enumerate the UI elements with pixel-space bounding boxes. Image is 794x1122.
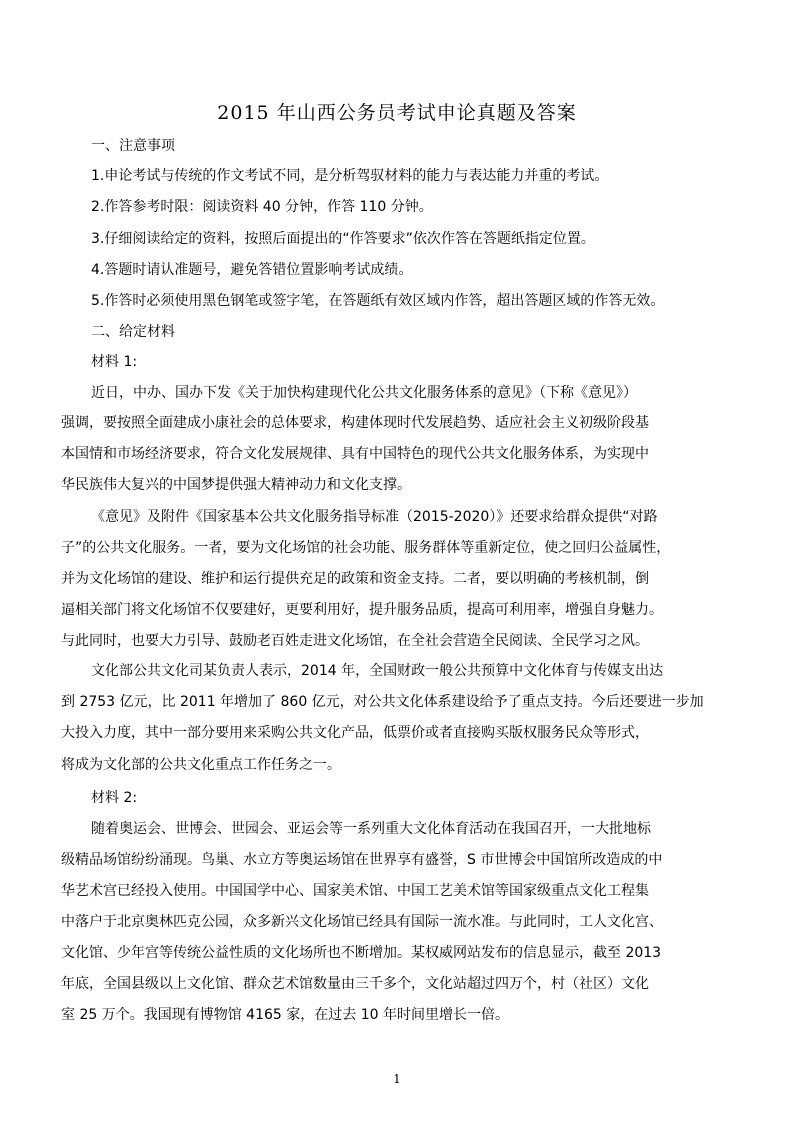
paragraph-line: 随着奥运会、世博会、世园会、亚运会等一系列重大文化体育活动在我国召开，一大批地标 (91, 821, 651, 837)
section-heading-materials: 二、给定材料 (91, 324, 175, 340)
page-title: 2015 年山西公务员考试申论真题及答案 (217, 102, 577, 124)
paragraph-line: 并为文化场馆的建设、维护和运行提供充足的政策和资金支持。二者，要以明确的考核机制，倒 (61, 571, 649, 587)
page-number: 1 (393, 1072, 401, 1086)
paragraph-line: 文化馆、少年宫等传统公益性质的文化场所也不断增加。某权威网站发布的信息显示，截至 2013 (61, 945, 662, 961)
paragraph-line: 子”的公共文化服务。一者，要为文化场馆的社会功能、服务群体等重新定位，使之回归公益属性， (61, 540, 671, 556)
note-item: 5.作答时必须使用黑色钢笔或签字笔，在答题纸有效区域内作答，超出答题区域的作答无效。 (91, 293, 665, 309)
paragraph-line: 室 25 万个。我国现有博物馆 4165 家，在过去 10 年时间里增长一倍。 (61, 1007, 509, 1023)
paragraph-line: 级精品场馆纷纷涌现。鸟巢、水立方等奥运场馆在世界享有盛誉，S 市世博会中国馆所改造成的中 (61, 852, 663, 868)
note-item: 1.申论考试与传统的作文考试不同，是分析驾驭材料的能力与表达能力并重的考试。 (91, 168, 609, 184)
paragraph-line: 年底，全国县级以上文化馆、群众艺术馆数量由三千多个，文化站超过四万个，村（社区）文化 (61, 976, 649, 992)
section-heading-notes: 一、注意事项 (91, 138, 175, 154)
paragraph-line: 本国情和市场经济要求，符合文化发展规律、具有中国特色的现代公共文化服务体系，为实现中 (61, 446, 649, 462)
paragraph-line: 文化部公共文化司某负责人表示，2014 年，全国财政一般公共预算中文化体育与传媒支出达 (91, 663, 664, 679)
paragraph-line: 华民族伟大复兴的中国梦提供强大精神动力和文化支撑。 (61, 477, 411, 493)
paragraph-line: 到 2753 亿元，比 2011 年增加了 860 亿元，对公共文化体系建设给予了重点支持。今后还要进一步加 (61, 694, 704, 710)
paragraph-line: 近日，中办、国办下发《关于加快构建现代化公共文化服务体系的意见》（下称《意见》） (91, 385, 637, 401)
paragraph-line: 中落户于北京奥林匹克公园，众多新兴文化场馆已经具有国际一流水准。与此同时，工人文化宫、 (61, 914, 663, 930)
paragraph-line: 与此同时，也要大力引导、鼓励老百姓走进文化场馆，在全社会营造全民阅读、全民学习之风。 (61, 633, 649, 649)
paragraph-line: 大投入力度，其中一部分要用来采购公共文化产品，低票价或者直接购买版权服务民众等形式， (61, 725, 649, 741)
note-item: 3.仔细阅读给定的资料，按照后面提出的“作答要求”依次作答在答题纸指定位置。 (91, 231, 595, 247)
paragraph-line: 《意见》及附件《国家基本公共文化服务指导标准（2015-2020）》还要求给群众提供“对路 (91, 509, 658, 525)
note-item: 2.作答参考时限：阅读资料 40 分钟，作答 110 分钟。 (91, 199, 433, 215)
paragraph-line: 强调，要按照全面建成小康社会的总体要求，构建体现时代发展趋势、适应社会主义初级阶段基 (61, 415, 649, 431)
paragraph-line: 逼相关部门将文化场馆不仅要建好，更要利用好，提升服务品质，提高可利用率，增强自身魅力。 (61, 602, 663, 618)
note-item: 4.答题时请认准题号，避免答错位置影响考试成绩。 (91, 262, 413, 278)
material-label: 材料 2: (91, 790, 138, 806)
paragraph-line: 华艺术宫已经投入使用。中国国学中心、国家美术馆、中国工艺美术馆等国家级重点文化工程集 (61, 883, 649, 899)
material-label: 材料 1: (91, 354, 138, 370)
paragraph-line: 将成为文化部的公共文化重点工作任务之一。 (61, 757, 341, 773)
